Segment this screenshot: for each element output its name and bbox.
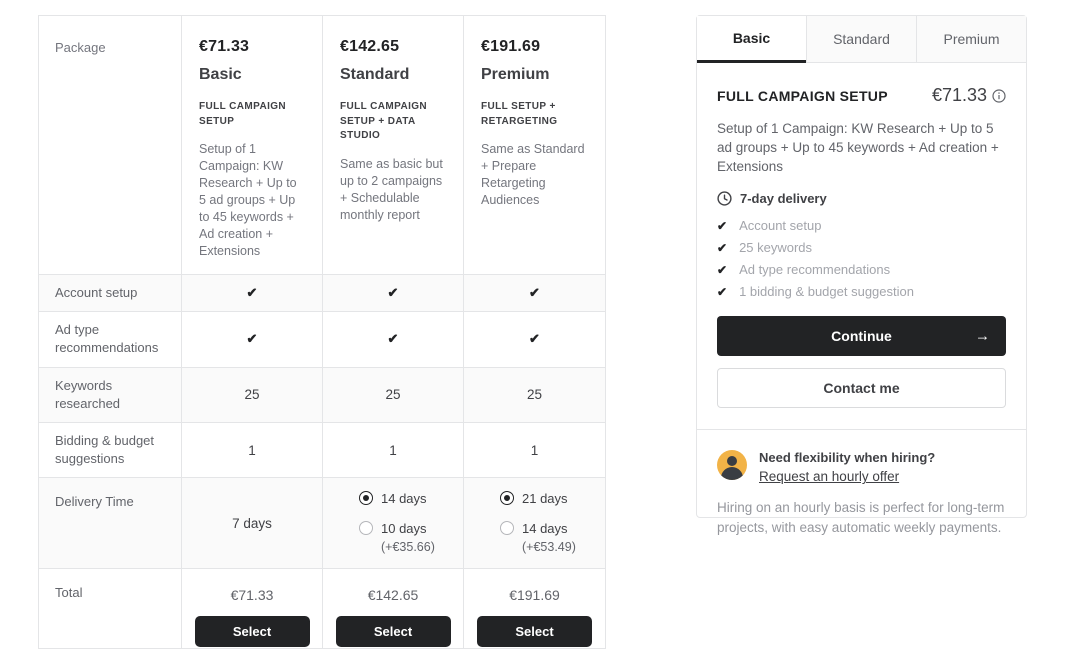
corner-label: Package: [55, 40, 106, 55]
info-icon[interactable]: [992, 89, 1006, 103]
feature-item: [717, 284, 1006, 299]
value-cell: 1: [463, 423, 605, 477]
hourly-offer-section: [697, 430, 1026, 537]
feature-label: 1 bidding & budget suggestion: [739, 284, 914, 300]
delivery-option-14-days[interactable]: [359, 490, 427, 508]
package-name: Basic: [199, 66, 242, 83]
hourly-header: [717, 450, 1006, 486]
order-card-body: [697, 63, 1026, 408]
delivery-option-14-days-premium[interactable]: [500, 520, 576, 557]
package-header-premium: [463, 16, 605, 274]
contact-me-button[interactable]: Contact me: [717, 368, 1006, 408]
value-cell: 25: [463, 368, 605, 422]
continue-label: Continue: [831, 328, 892, 345]
check-icon: ✔: [717, 262, 728, 277]
select-button-basic[interactable]: Select: [195, 616, 310, 647]
package-description: Same as basic but up to 2 campaigns + Schedulable monthly report: [340, 156, 443, 222]
row-label: Ad type recommendations: [55, 322, 159, 356]
tab-basic[interactable]: Basic: [697, 16, 806, 63]
table-row-keywords: [39, 367, 605, 422]
delivery-option-21-days[interactable]: [500, 490, 568, 508]
package-subtitle: FULL CAMPAIGN SETUP: [199, 101, 287, 127]
delivery-option-days: 14 days: [522, 520, 568, 536]
hourly-text-block: [759, 450, 935, 486]
select-button-premium[interactable]: Select: [477, 616, 592, 647]
tab-premium[interactable]: Premium: [916, 16, 1026, 63]
check-icon: ✔: [717, 240, 728, 255]
package-header-standard: [322, 16, 463, 274]
radio-selected-icon[interactable]: [359, 491, 373, 505]
total-cell-standard: [322, 569, 463, 648]
delivery-option-surcharge: (+€35.66): [381, 539, 435, 554]
radio-unselected-icon[interactable]: [359, 521, 373, 535]
package-price: €71.33: [199, 38, 250, 55]
row-label: Delivery Time: [55, 494, 134, 510]
radio-unselected-icon[interactable]: [500, 521, 514, 535]
table-row-bidding: [39, 422, 605, 477]
delivery-line: [717, 191, 1006, 206]
value-cell: 1: [181, 423, 322, 477]
check-cell: [463, 275, 605, 311]
package-subtitle: FULL CAMPAIGN SETUP + DATA STUDIO: [340, 101, 428, 141]
feature-label: Ad type recommendations: [739, 262, 891, 278]
select-button-standard[interactable]: Select: [336, 616, 451, 647]
table-row-ad-type: [39, 311, 605, 366]
table-header-row: [39, 16, 605, 274]
total-cell-basic: [181, 569, 322, 648]
package-description: Same as Standard + Prepare Retargeting Audiences: [481, 142, 585, 207]
check-icon: ✔: [387, 285, 399, 301]
package-title: FULL CAMPAIGN SETUP: [717, 87, 888, 104]
package-tabs: [697, 16, 1026, 63]
radio-selected-icon[interactable]: [500, 491, 514, 505]
check-icon: ✔: [529, 331, 540, 347]
delivery-basic-cell: 7 days: [181, 478, 322, 568]
feature-label: 25 keywords: [739, 240, 813, 256]
feature-list: [717, 218, 1006, 299]
check-cell: [181, 312, 322, 366]
row-label: Keywords researched: [55, 377, 121, 411]
delivery-standard-cell: [322, 478, 463, 568]
package-price: €191.69: [481, 38, 541, 55]
delivery-premium-cell: [463, 478, 605, 568]
package-description: Setup of 1 Campaign: KW Research + Up to 5 ad groups + Up to 45 keywords + Ad creation + Extensions: [199, 142, 297, 258]
clock-icon: [717, 191, 732, 206]
value-cell: 1: [322, 423, 463, 477]
check-cell: [322, 312, 463, 366]
check-icon: ✔: [246, 331, 258, 347]
avatar: [717, 450, 747, 480]
delivery-text: 7-day delivery: [740, 191, 827, 207]
table-row-delivery: [39, 477, 605, 568]
delivery-option-label: 21 days: [522, 491, 568, 507]
row-label: Bidding & budget suggestions: [55, 432, 155, 467]
table-row-account-setup: [39, 274, 605, 311]
total-cell-premium: [463, 569, 605, 648]
check-icon: ✔: [387, 331, 399, 347]
request-hourly-offer-link[interactable]: Request an hourly offer: [759, 469, 900, 485]
row-label: Account setup: [55, 285, 138, 300]
package-header-basic: [181, 16, 322, 274]
total-price: €191.69: [509, 587, 560, 604]
value-cell: 25: [322, 368, 463, 422]
row-label: Total: [55, 585, 83, 601]
feature-label: Account setup: [739, 218, 822, 234]
check-icon: ✔: [717, 218, 728, 233]
package-name: Standard: [340, 66, 410, 83]
avatar-person-icon: [727, 456, 737, 466]
continue-button[interactable]: [717, 316, 1006, 356]
delivery-option-days: 10 days: [381, 520, 427, 536]
package-comparison-table: [38, 15, 606, 649]
package-price: [932, 85, 1006, 106]
package-price: €142.65: [340, 38, 400, 55]
feature-item: [717, 262, 1006, 277]
tab-standard[interactable]: Standard: [806, 16, 916, 63]
delivery-option-10-days[interactable]: [359, 520, 435, 557]
check-icon: ✔: [246, 285, 258, 301]
feature-item: [717, 218, 1006, 233]
package-subtitle: FULL SETUP + RETARGETING: [481, 101, 558, 127]
value-cell: 25: [181, 368, 322, 422]
hourly-body-text: Hiring on an hourly basis is perfect for long-term projects, with easy automatic weekly payments.: [717, 500, 1005, 536]
delivery-option-label: [522, 520, 576, 557]
delivery-option-label: [381, 520, 435, 557]
package-name: Premium: [481, 66, 550, 83]
delivery-option-label: 14 days: [381, 491, 427, 507]
hourly-heading: Need flexibility when hiring?: [759, 450, 936, 466]
table-row-total: [39, 568, 605, 648]
order-card: [696, 15, 1027, 536]
feature-item: [717, 240, 1006, 255]
total-price: €142.65: [367, 587, 419, 604]
check-icon: ✔: [529, 285, 540, 301]
check-icon: ✔: [717, 284, 728, 299]
check-cell: [322, 275, 463, 311]
price-value: €71.33: [931, 85, 987, 105]
delivery-option-surcharge: (+€53.49): [522, 539, 576, 554]
total-price: €71.33: [230, 587, 274, 604]
check-cell: [463, 312, 605, 366]
package-description: Setup of 1 Campaign: KW Research + Up to 5 ad groups + Up to 45 keywords + Ad creation + Extensions: [717, 121, 999, 175]
title-row: [717, 85, 1006, 106]
arrow-right-icon: →: [975, 327, 990, 345]
check-cell: [181, 275, 322, 311]
